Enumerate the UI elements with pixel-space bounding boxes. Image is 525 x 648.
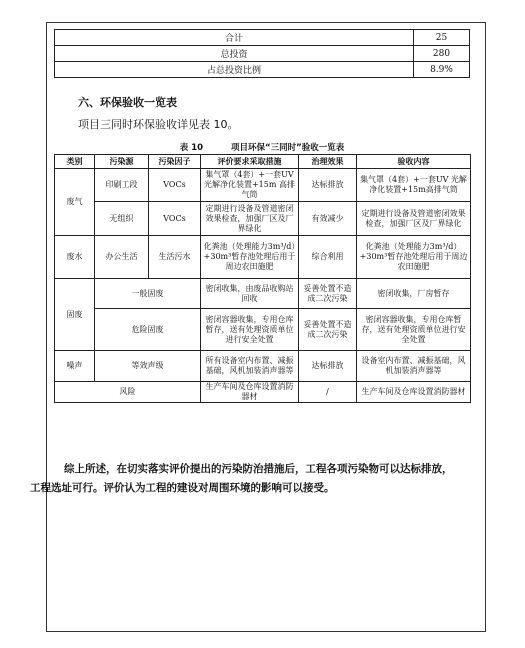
header-content: 验收内容: [357, 155, 471, 169]
content-cell: 化粪池（处理能力3m³/d）+30m³暂存池处理后用于周边农田施肥: [357, 236, 471, 279]
content-cell: 密闭容器收集，专用仓库暂存，送有处理资质单位进行安全处置: [357, 309, 471, 351]
summary-label: 占总投资比例: [55, 62, 414, 78]
measure-cell: 密闭收集，由废品收购站回收: [201, 279, 299, 309]
effect-cell: /: [299, 382, 357, 403]
summary-label: 总投资: [55, 46, 414, 62]
source-cell: 危险固废: [95, 309, 201, 351]
section-heading: 六、环保验收一览表: [78, 96, 177, 109]
table-row: [55, 62, 470, 78]
table-row: [55, 46, 470, 62]
content-cell: 密闭收集，厂房暂存: [357, 279, 471, 309]
summary-label: 合计: [55, 30, 414, 46]
content-cell: 定期进行设备及管道密闭效果检查，加强厂区及厂界绿化: [357, 202, 471, 236]
table-title: 项目环保“三同时”验收一览表: [231, 143, 345, 153]
acceptance-table: [54, 154, 471, 403]
category-cell: 废气: [55, 169, 95, 236]
effect-cell: 妥善处置不造成二次污染: [299, 309, 357, 351]
content-cell: 集气罩（4套）+一套UV 光解净化装置+15m高排气筒: [357, 169, 471, 202]
source-cell: 等效声级: [95, 351, 201, 382]
conclusion-line: 综上所述，在切实落实评价提出的污染防治措施后，工程各项污染物可以达标排放，: [64, 463, 453, 475]
content-cell: 设备室内布置、减振基础，风机加装消声器等: [357, 351, 471, 382]
table-row: [55, 169, 471, 202]
table-row: [55, 309, 471, 351]
table-row: [55, 351, 471, 382]
conclusion-line: 工程选址可行。评价认为工程的建设对周围环境的影响可以接受。: [30, 482, 335, 494]
table-row: [55, 236, 471, 279]
measure-cell: 定期进行设备及管道密闭效果检查，加强厂区及厂界绿化: [201, 202, 299, 236]
summary-value: 8.9%: [414, 62, 470, 78]
measure-cell: 密闭容器收集，专用仓库暂存，送有处理资质单位进行安全处置: [201, 309, 299, 351]
header-category: 类别: [55, 155, 95, 169]
effect-cell: 达标排放: [299, 351, 357, 382]
effect-cell: 综合利用: [299, 236, 357, 279]
effect-cell: 达标排放: [299, 169, 357, 202]
table-row: [55, 382, 471, 403]
header-effect: 治理效果: [299, 155, 357, 169]
table-header-row: [55, 155, 471, 169]
category-cell: 噪声: [55, 351, 95, 382]
table-row: [55, 279, 471, 309]
measure-cell: 生产车间及仓库设置消防器材: [201, 382, 299, 403]
summary-value: 25: [414, 30, 470, 46]
factor-cell: VOCs: [149, 169, 201, 202]
source-cell: 无组织: [95, 202, 149, 236]
conclusion-paragraph: [30, 460, 505, 498]
source-cell: 办公生活: [95, 236, 149, 279]
investment-summary-table: [54, 29, 470, 78]
header-measure: 评价要求采取措施: [201, 155, 299, 169]
measure-cell: 所有设备室内布置、减振基础，风机加装消声器等: [201, 351, 299, 382]
effect-cell: 有效减少: [299, 202, 357, 236]
header-source: 污染源: [95, 155, 149, 169]
factor-cell: VOCs: [149, 202, 201, 236]
table-caption: [54, 141, 470, 153]
summary-value: 280: [414, 46, 470, 62]
source-cell: 印刷工段: [95, 169, 149, 202]
category-cell: 风险: [55, 382, 201, 403]
table-number: 表 10: [179, 143, 204, 153]
measure-cell: 化粪池（处理能力3m³/d）+30m³暂存池处理后用于周边农田施肥: [201, 236, 299, 279]
measure-cell: 集气罩（4套）+一套UV 光解净化装置+15m 高排气筒: [201, 169, 299, 202]
source-cell: 一般固废: [95, 279, 201, 309]
table-row: [55, 202, 471, 236]
table-row: [55, 30, 470, 46]
intro-paragraph: 项目三同时环保验收详见表 10。: [78, 118, 239, 131]
factor-cell: 生活污水: [149, 236, 201, 279]
header-factor: 污染因子: [149, 155, 201, 169]
effect-cell: 妥善处置不造成二次污染: [299, 279, 357, 309]
category-cell: 废水: [55, 236, 95, 279]
category-cell: 固废: [55, 279, 95, 351]
content-cell: 生产车间及仓库设置消防器材: [357, 382, 471, 403]
